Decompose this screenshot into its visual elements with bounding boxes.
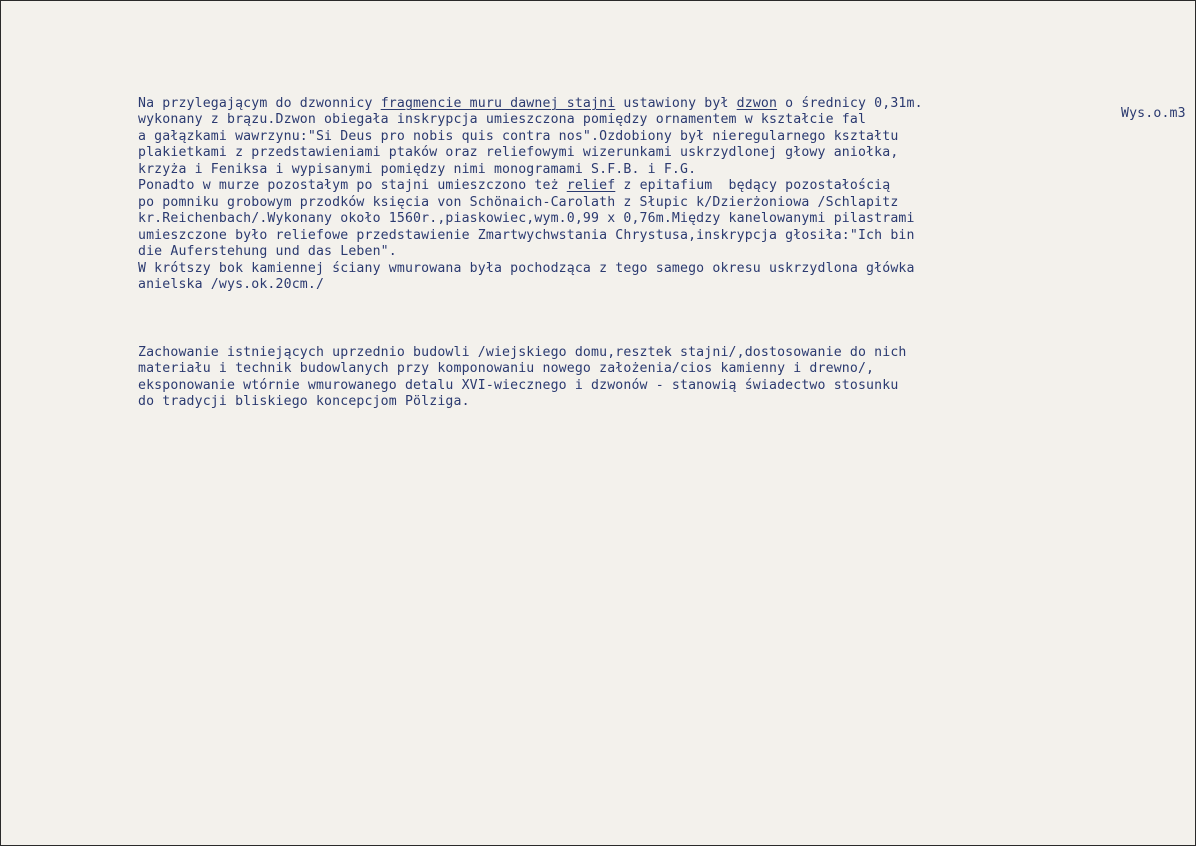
text-line: kr.Reichenbach/.Wykonany około 1560r.,piaskowiec,wym.0,99 x 0,76m.Między kanelowanymi pilastrami	[138, 211, 915, 226]
text-segment: ustawiony był	[615, 96, 737, 111]
text-line: po pomniku grobowym przodków księcia von Schönaich-Carolath z Słupic k/Dzierżoniowa /Schlapitz	[138, 195, 899, 210]
text-line: materiału i technik budowlanych przy komponowaniu nowego założenia/cios kamienny i drewno/,	[138, 361, 875, 376]
text-line: krzyża i Feniksa i wypisanymi pomiędzy nimi monogramami S.F.B. i F.G.	[138, 162, 697, 177]
text-line: plakietkami z przedstawieniami ptaków oraz reliefowymi wizerunkami uskrzydlonej głowy aniołka,	[138, 145, 899, 160]
underlined-term-bell: dzwon	[736, 96, 778, 111]
text-line: a gałązkami wawrzynu:"Si Deus pro nobis quis contra nos".Ozdobiony był nieregularnego kształtu	[138, 129, 899, 144]
text-line: umieszczone było reliefowe przedstawienie Zmartwychwstania Chrystusa,inskrypcja głosiła:"Ich bin	[138, 228, 915, 243]
underlined-term-relief: relief	[566, 178, 616, 193]
margin-note: Wys.o.m3	[1121, 106, 1186, 121]
text-line: W krótszy bok kamiennej ściany wmurowana była pochodząca z tego samego okresu uskrzydlona główka	[138, 261, 915, 276]
underlined-term-wall-fragment: fragmencie muru dawnej stajni	[380, 96, 616, 111]
text-line: die Auferstehung und das Leben".	[138, 244, 397, 259]
text-line: Zachowanie istniejących uprzednio budowli /wiejskiego domu,resztek stajni/,dostosowanie do nich	[138, 345, 907, 360]
text-line: do tradycji bliskiego koncepcjom Pölziga.	[138, 394, 470, 409]
text-segment: z epitafium będący pozostałością	[615, 178, 891, 193]
text-line: anielska /wys.ok.20cm./	[138, 277, 325, 292]
text-line: eksponowanie wtórnie wmurowanego detalu XVI-wiecznego i dzwonów - stanowią świadectwo stosunku	[138, 378, 899, 393]
text-segment: Ponadto w murze pozostałym po stajni umieszczono też	[138, 178, 567, 193]
text-line: wykonany z brązu.Dzwon obiegała inskrypcja umieszczona pomiędzy ornamentem w kształcie fal	[138, 112, 867, 127]
text-segment: Na przylegającym do dzwonnicy	[138, 96, 381, 111]
text-line	[138, 177, 890, 195]
text-segment: o średnicy 0,31m.	[777, 96, 923, 111]
